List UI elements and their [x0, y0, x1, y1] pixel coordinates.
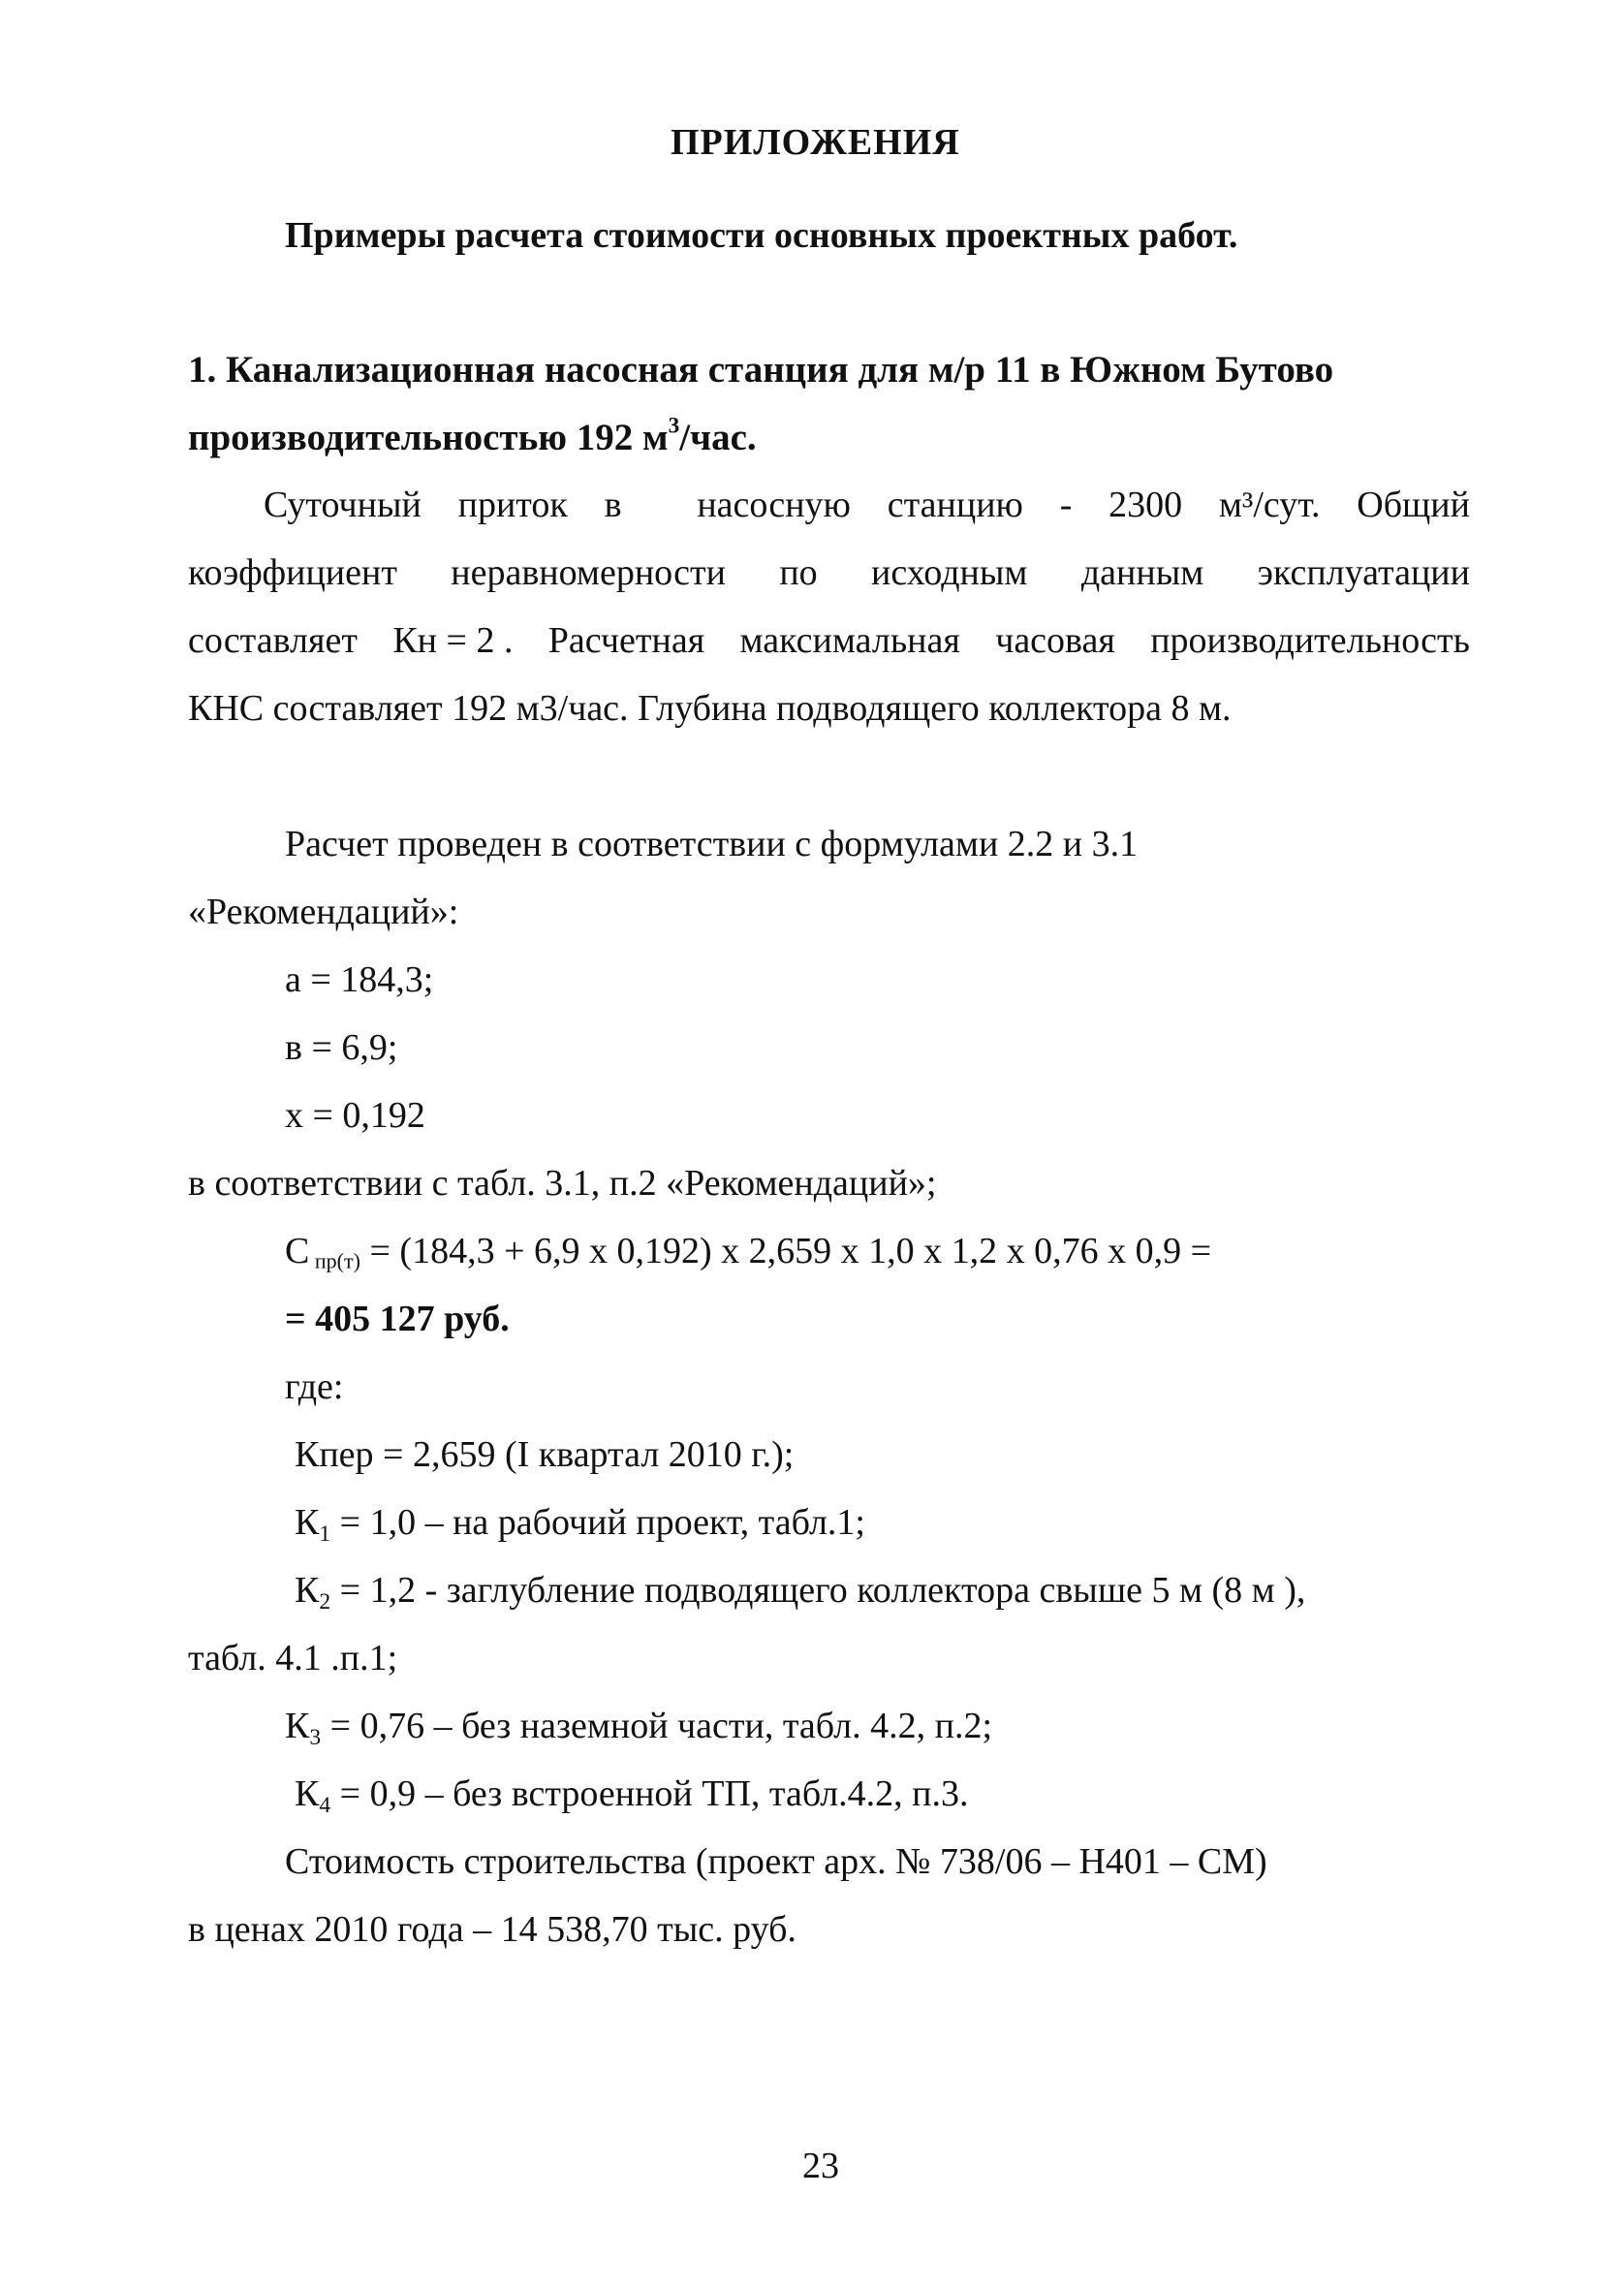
calc-line2: «Рекомендаций»:: [188, 892, 459, 932]
coef-k2-continued: табл. 4.1 .п.1;: [188, 1638, 398, 1678]
construction-cost-line1: Стоимость строительства (проект арх. № 738/06 – Н401 – СМ): [285, 1841, 1267, 1882]
section-heading-line1: 1. Канализационная насосная станция для м/р 11 в Южном Бутово: [188, 349, 1334, 391]
calc-reference: в соответствии с табл. 3.1, п.2 «Рекомендаций»;: [188, 1163, 937, 1204]
section-heading-line2: производительностью 192 $м^3$/час.: [188, 413, 757, 458]
cost-result: = 405 127 руб.: [285, 1299, 510, 1339]
coef-k2: $К_2 = 1,2$ - заглубление подводящего коллектора свыше 5 м (8 м ),: [295, 1570, 1306, 1615]
param-a: а = 184,3;: [285, 959, 434, 1000]
param-x: х = 0,192: [285, 1095, 425, 1136]
where-label: где:: [285, 1366, 344, 1407]
page-subtitle: Примеры расчета стоимости основных проектных работ.: [285, 215, 1238, 256]
intro-line2: коэффициент неравномерности по исходным данным эксплуатации: [188, 552, 1470, 593]
intro-line4: КНС составляет 192 м3/час. Глубина подводящего коллектора 8 м.: [188, 688, 1232, 729]
construction-cost-line2: в ценах 2010 года – 14 538,70 тыс. руб.: [188, 1909, 796, 1950]
calc-line1: Расчет проведен в соответствии с формулами 2.2 и 3.1: [285, 824, 1139, 864]
cost-formula: С пр(т) = (184,3 + 6,9 х 0,192) х 2,659 х 1,0 х 1,2 х 0,76 х 0,9 =: [285, 1231, 1212, 1273]
intro-line1: Суточный приток в насосную станцию - 2300 м³/сут. Общий: [264, 485, 1470, 525]
intro-line3: составляет Кн = 2 . Расчетная максимальная часовая производительность: [188, 620, 1470, 661]
page-title: ПРИЛОЖЕНИЯ: [671, 122, 960, 163]
coef-k4: $К_4 = 0,9$ – без встроенной ТП, табл.4.2, п.3.: [295, 1773, 969, 1819]
coef-k1: $К_1 = 1,0$ – на рабочий проект, табл.1;: [295, 1502, 865, 1548]
coef-k3: $К_3 = 0,76$ – без наземной части, табл. 4.2, п.2;: [285, 1706, 993, 1751]
param-b: в = 6,9;: [285, 1027, 398, 1068]
page-number: 23: [802, 2146, 839, 2186]
coef-kper: Кпер = 2,659 (I квартал 2010 г.);: [295, 1434, 795, 1475]
